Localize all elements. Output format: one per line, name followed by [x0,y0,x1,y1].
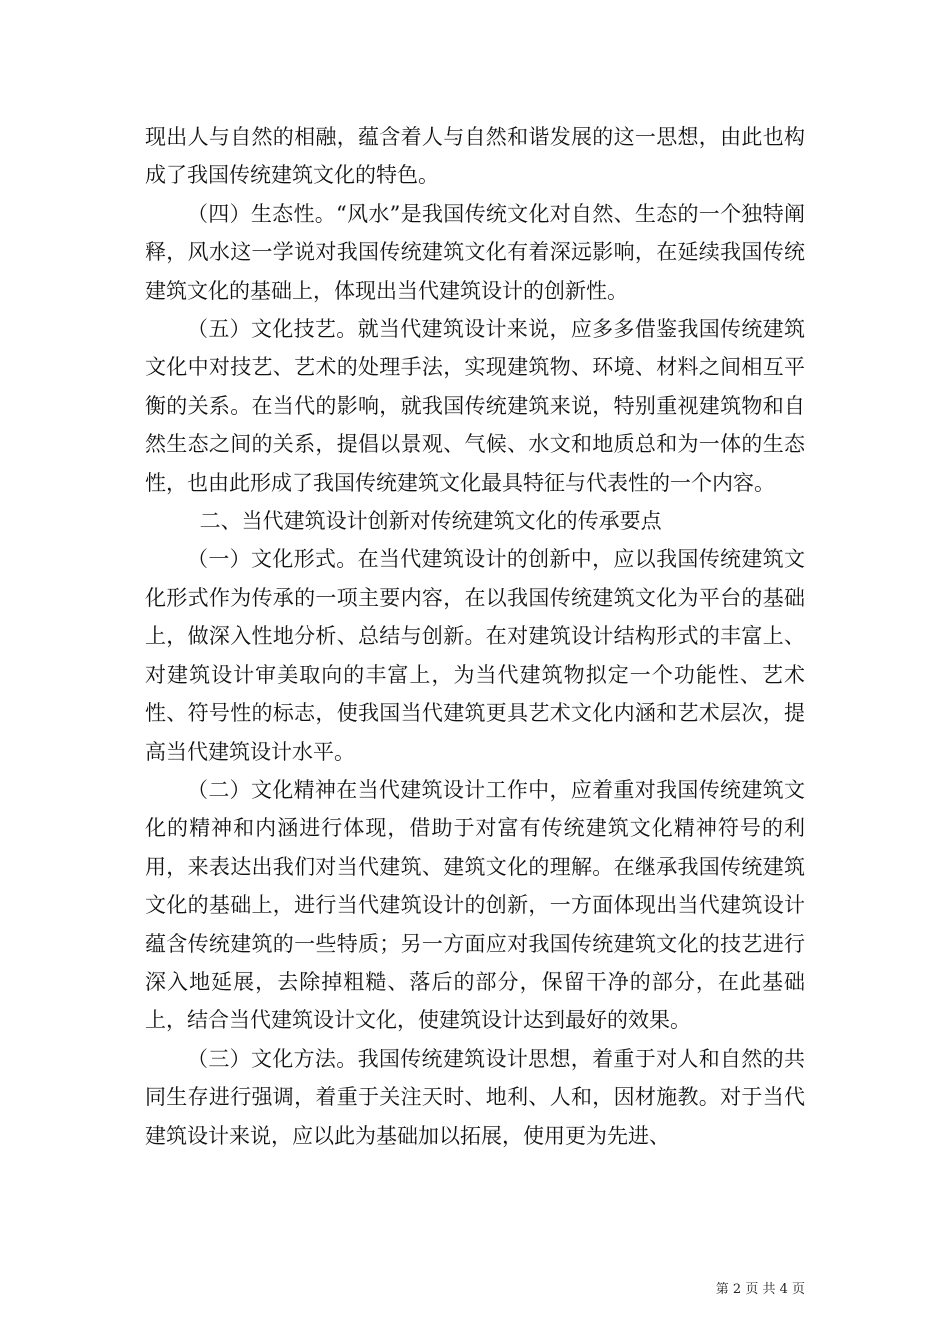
paragraph-ecology: （四）生态性。“风水”是我国传统文化对自然、生态的一个独特阐释，风水这一学说对我国传统建筑文化有着深远影响，在延续我国传统建筑文化的基础上，体现出当代建筑设计的创新性。 [145,201,805,303]
paragraph-culture-method: （三）文化方法。我国传统建筑设计思想，着重于对人和自然的共同生存进行强调，着重于关注天时、地利、人和，因材施教。对于当代建筑设计来说，应以此为基础加以拓展，使用更为先进、 [145,1046,805,1148]
page-number-footer: 第 2 页 共 4 页 [715,1282,805,1297]
paragraph-culture-spirit: （二）文化精神在当代建筑设计工作中，应着重对我国传统建筑文化的精神和内涵进行体现，借助于对富有传统建筑文化精神符号的利用，来表达出我们对当代建筑、建筑文化的理解。在继承我国传统建筑文化的基础上，进行当代建筑设计的创新，一方面体现出当代建筑设计蕴含传统建筑的一些特质；另一方面应对我国传统建筑文化的技艺进行深入地延展，去除掉粗糙、落后的部分，保留干净的部分，在此基础上，结合当代建筑设计文化，使建筑设计达到最好的效果。 [145,777,805,1033]
document-body [145,118,805,1155]
paragraph-continuation: 现出人与自然的相融，蕴含着人与自然和谐发展的这一思想，由此也构成了我国传统建筑文化的特色。 [145,125,805,188]
paragraph-culture-form: （一）文化形式。在当代建筑设计的创新中，应以我国传统建筑文化形式作为传承的一项主要内容，在以我国传统建筑文化为平台的基础上，做深入性地分析、总结与创新。在对建筑设计结构形式的丰富上、对建筑设计审美取向的丰富上，为当代建筑物拟定一个功能性、艺术性、符号性的标志，使我国当代建筑更具艺术文化内涵和艺术层次，提高当代建筑设计水平。 [145,547,805,764]
section-heading-2: 二、当代建筑设计创新对传统建筑文化的传承要点 [199,509,662,534]
paragraph-craft: （五）文化技艺。就当代建筑设计来说，应多多借鉴我国传统建筑文化中对技艺、艺术的处理手法，实现建筑物、环境、材料之间相互平衡的关系。在当代的影响，就我国传统建筑来说，特别重视建筑物和自然生态之间的关系，提倡以景观、气候、水文和地质总和为一体的生态性，也由此形成了我国传统建筑文化最具特征与代表性的一个内容。 [145,317,805,495]
